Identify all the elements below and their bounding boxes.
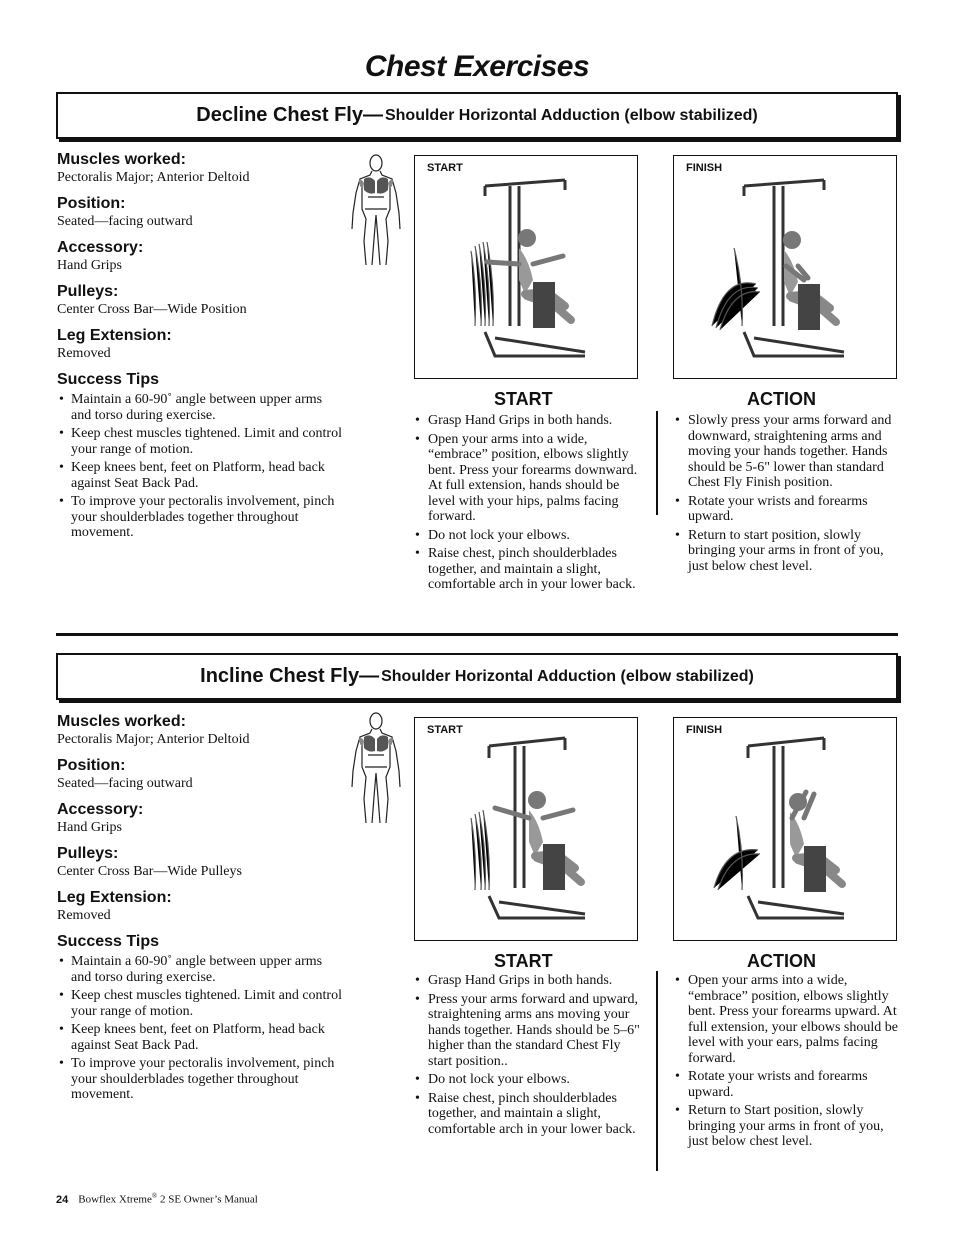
accessory-value: Hand Grips: [57, 820, 122, 835]
action-heading: ACTION: [747, 951, 816, 971]
anatomy-figure-icon: [348, 711, 404, 829]
action-instructions: [674, 970, 902, 1150]
action-heading: ACTION: [747, 389, 816, 409]
start-instructions: [414, 970, 646, 1137]
column-divider: [656, 971, 658, 1171]
instruction-item: • Do not lock your elbows.: [414, 1072, 646, 1088]
action-instructions: [674, 410, 898, 574]
tip-item: • To improve your pectoralis involvement, pinch your shoulderblades together throughout movement.: [57, 1056, 342, 1103]
photo-tag: FINISH: [686, 724, 723, 736]
exercise-details: [57, 151, 342, 541]
leg-extension-label: Leg Extension:: [57, 889, 172, 906]
section-title: Decline Chest Fly—: [196, 104, 383, 126]
start-heading: START: [494, 389, 553, 409]
accessory-value: Hand Grips: [57, 258, 122, 273]
section-header: [56, 92, 898, 139]
instruction-item: • Open your arms into a wide, “embrace” position, elbows slightly bent. Press your forearms downward. At full extension, hands should be level with your hips, palms facing forward.: [414, 432, 646, 525]
photo-tag: START: [427, 724, 463, 736]
exercise-details: [57, 713, 342, 1103]
page-number: 24: [56, 1193, 69, 1206]
registered-mark: ®: [151, 1192, 158, 1200]
pulleys-label: Pulleys:: [57, 845, 119, 862]
leg-extension-value: Removed: [57, 346, 111, 361]
success-tips-list: [57, 392, 342, 541]
muscles-label: Muscles worked:: [57, 713, 186, 730]
instruction-item: • Return to start position, slowly bringing your arms in front of you, just below chest level.: [674, 528, 898, 575]
tip-item: • Keep chest muscles tightened. Limit and control your range of motion.: [57, 988, 342, 1019]
muscles-label: Muscles worked:: [57, 151, 186, 168]
position-value: Seated—facing outward: [57, 214, 193, 229]
start-photo: [414, 717, 638, 941]
position-value: Seated—facing outward: [57, 776, 193, 791]
success-tips-label: Success Tips: [57, 371, 159, 388]
accessory-label: Accessory:: [57, 239, 144, 256]
page-footer: [56, 1192, 258, 1206]
photo-tag: START: [427, 162, 463, 174]
section-divider: [56, 633, 898, 636]
instruction-item: • Press your arms forward and upward, straightening arms ans moving your hands together. Hands should be 5–6" higher than the standard Chest Fly start position..: [414, 992, 646, 1070]
manual-title: Bowflex Xtreme: [78, 1193, 152, 1206]
gym-machine-illustration: [674, 156, 898, 380]
pulleys-value: Center Cross Bar—Wide Pulleys: [57, 864, 242, 879]
finish-photo: [673, 155, 897, 379]
page-title: Chest Exercises: [364, 50, 590, 83]
instruction-item: • Grasp Hand Grips in both hands.: [414, 973, 646, 989]
accessory-label: Accessory:: [57, 801, 144, 818]
pulleys-value: Center Cross Bar—Wide Position: [57, 302, 247, 317]
tip-item: • Keep chest muscles tightened. Limit and control your range of motion.: [57, 426, 342, 457]
section-title: Incline Chest Fly—: [200, 665, 380, 687]
instruction-item: • Raise chest, pinch shoulderblades together, and maintain a slight, comfortable arch in your lower back.: [414, 546, 646, 593]
tip-item: • Keep knees bent, feet on Platform, head back against Seat Back Pad.: [57, 460, 342, 491]
tip-item: • To improve your pectoralis involvement, pinch your shoulderblades together throughout movement.: [57, 494, 342, 541]
instruction-item: • Raise chest, pinch shoulderblades together, and maintain a slight, comfortable arch in your lower back.: [414, 1091, 646, 1138]
leg-extension-label: Leg Extension:: [57, 327, 172, 344]
gym-machine-illustration: [674, 718, 898, 942]
anatomy-figure-icon: [348, 153, 404, 271]
leg-extension-value: Removed: [57, 908, 111, 923]
start-instructions: [414, 410, 646, 593]
position-label: Position:: [57, 195, 126, 212]
start-heading: START: [494, 951, 553, 971]
start-photo: [414, 155, 638, 379]
instruction-item: • Do not lock your elbows.: [414, 528, 646, 544]
position-label: Position:: [57, 757, 126, 774]
tip-item: • Maintain a 60-90˚ angle between upper arms and torso during exercise.: [57, 954, 342, 985]
muscles-value: Pectoralis Major; Anterior Deltoid: [57, 732, 250, 747]
photo-tag: FINISH: [686, 162, 723, 174]
muscles-value: Pectoralis Major; Anterior Deltoid: [57, 170, 250, 185]
instruction-item: • Return to Start position, slowly bringing your arms in front of you, just below chest level.: [674, 1103, 902, 1150]
gym-machine-illustration: [415, 156, 639, 380]
manual-title-suffix: 2 SE Owner’s Manual: [157, 1193, 258, 1206]
instruction-item: • Rotate your wrists and forearms upward.: [674, 494, 898, 525]
instruction-item: • Rotate your wrists and forearms upward.: [674, 1069, 902, 1100]
section-subtitle: Shoulder Horizontal Adduction (elbow stabilized): [381, 667, 754, 685]
success-tips-label: Success Tips: [57, 933, 159, 950]
column-divider: [656, 411, 658, 515]
section-header: [56, 653, 898, 700]
finish-photo: [673, 717, 897, 941]
success-tips-list: [57, 954, 342, 1103]
gym-machine-illustration: [415, 718, 639, 942]
instruction-item: • Open your arms into a wide, “embrace” position, elbows slightly bent. Press your forearms upward. At full extension, your elbows should be level with your ears, palms facing forward.: [674, 973, 902, 1066]
instruction-item: • Grasp Hand Grips in both hands.: [414, 413, 646, 429]
tip-item: • Keep knees bent, feet on Platform, head back against Seat Back Pad.: [57, 1022, 342, 1053]
pulleys-label: Pulleys:: [57, 283, 119, 300]
section-subtitle: Shoulder Horizontal Adduction (elbow stabilized): [384, 106, 758, 124]
tip-item: • Maintain a 60-90˚ angle between upper arms and torso during exercise.: [57, 392, 342, 423]
instruction-item: • Slowly press your arms forward and downward, straightening arms and moving your hands together. Hands should be 5-6" lower than standard Chest Fly Finish position.: [674, 413, 898, 491]
